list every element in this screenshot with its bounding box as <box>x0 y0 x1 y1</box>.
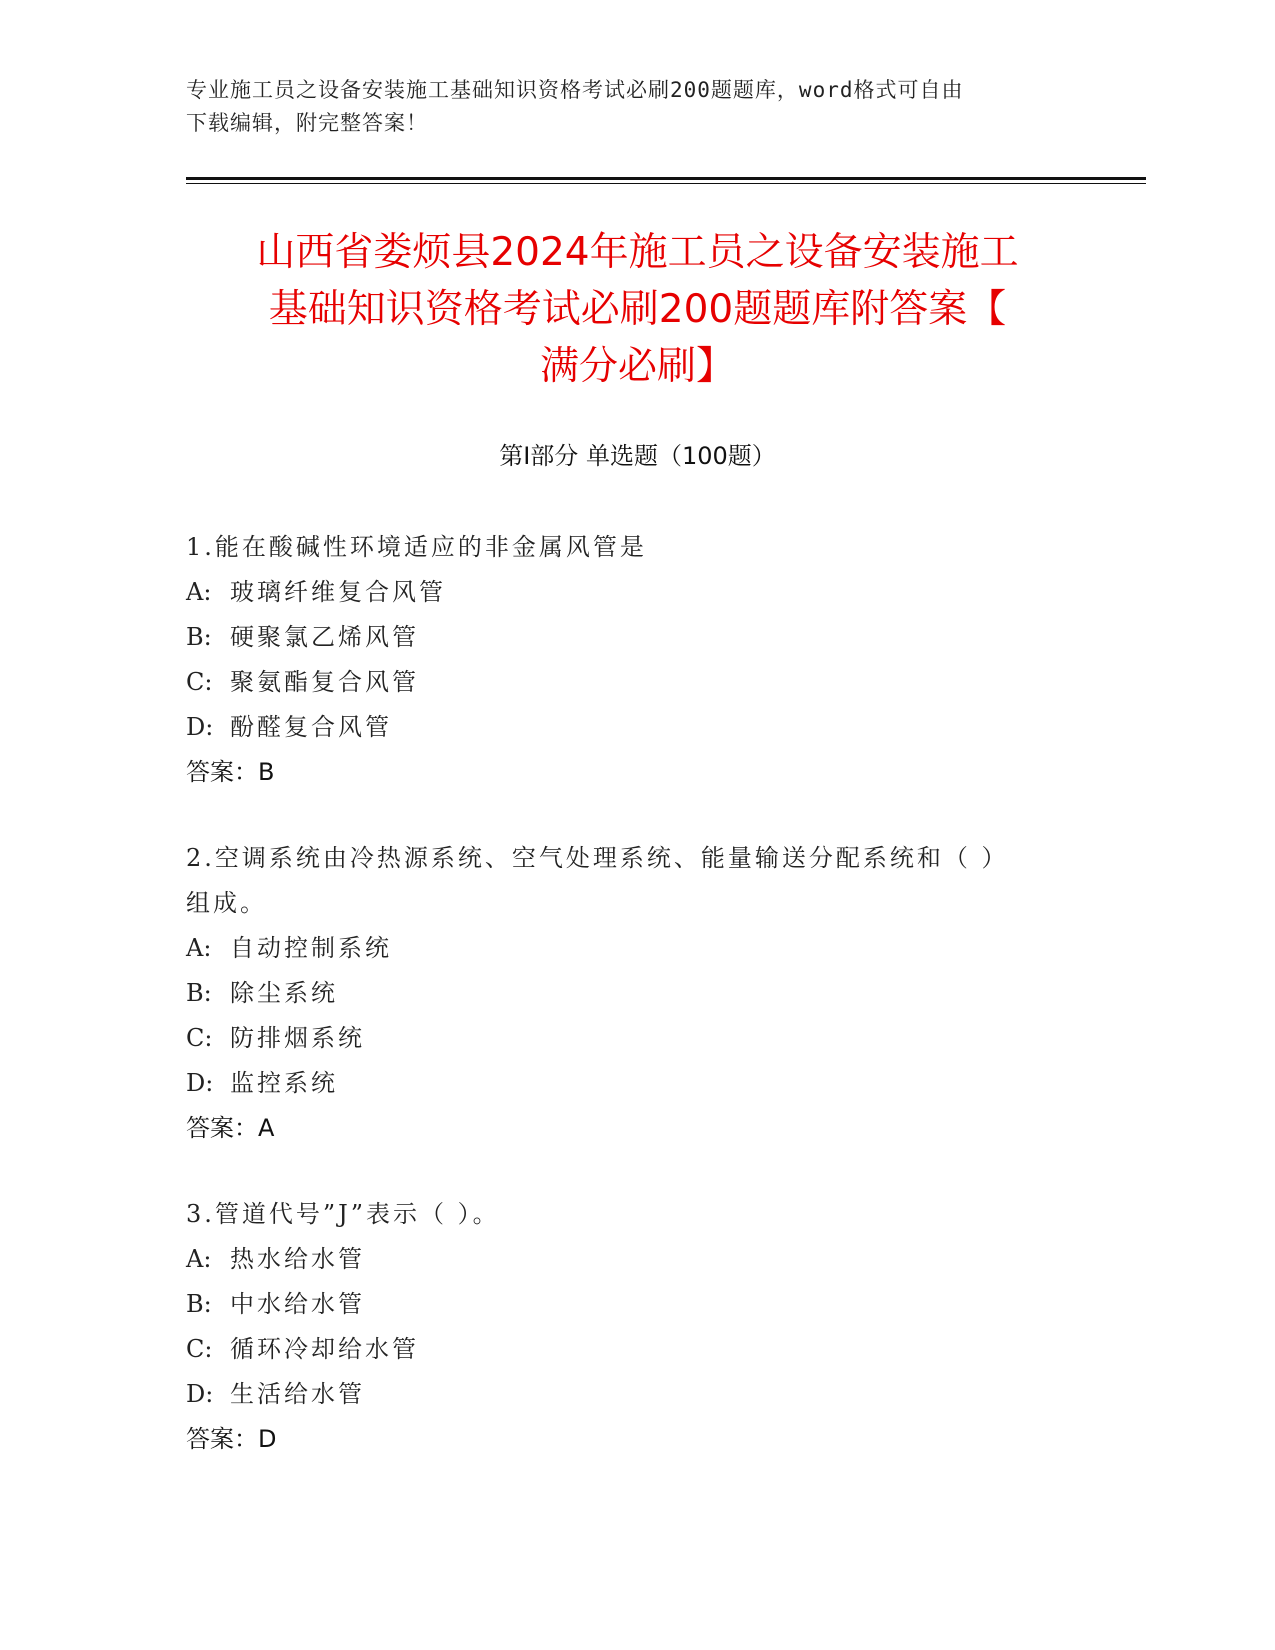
option-key: D: <box>186 713 214 741</box>
option-a <box>186 926 1106 971</box>
question-item <box>186 836 1106 1151</box>
header-divider <box>186 177 1146 180</box>
answer-line: 答案：A <box>186 1114 275 1142</box>
option-key: B: <box>186 623 212 651</box>
option-text: 除尘系统 <box>230 979 338 1007</box>
option-d <box>186 1061 1106 1106</box>
question-stem: 1.能在酸碱性环境适应的非金属风管是 <box>186 533 647 561</box>
option-a <box>186 570 1106 615</box>
option-d <box>186 1372 1106 1417</box>
option-key: A: <box>186 578 212 606</box>
option-c <box>186 1327 1106 1372</box>
option-a <box>186 1237 1106 1282</box>
option-text: 生活给水管 <box>230 1380 365 1408</box>
option-text: 监控系统 <box>230 1069 338 1097</box>
section-heading: 第Ⅰ部分 单选题（100题） <box>499 442 776 470</box>
option-key: C: <box>186 668 213 696</box>
title-line: 满分必刷】 <box>539 344 735 389</box>
option-key: B: <box>186 979 212 1007</box>
header-note <box>186 74 1086 140</box>
option-text: 玻璃纤维复合风管 <box>230 578 446 606</box>
option-key: A: <box>186 1245 212 1273</box>
option-text: 热水给水管 <box>230 1245 365 1273</box>
option-text: 酚醛复合风管 <box>230 713 392 741</box>
option-key: D: <box>186 1069 214 1097</box>
option-text: 防排烟系统 <box>230 1024 365 1052</box>
option-text: 中水给水管 <box>230 1290 365 1318</box>
option-key: C: <box>186 1335 213 1363</box>
question-item <box>186 525 1106 795</box>
option-text: 硬聚氯乙烯风管 <box>230 623 419 651</box>
option-key: B: <box>186 1290 212 1318</box>
option-b <box>186 615 1106 660</box>
answer-line: 答案：D <box>186 1425 277 1453</box>
question-item <box>186 1192 1106 1462</box>
option-key: D: <box>186 1380 214 1408</box>
option-key: A: <box>186 934 212 962</box>
question-stem-continuation: 组成。 <box>186 889 267 917</box>
title-line: 基础知识资格考试必刷200题题库附答案【 <box>268 287 1007 332</box>
option-c <box>186 660 1106 705</box>
option-key: C: <box>186 1024 213 1052</box>
question-stem: 3.管道代号”J”表示（ ）。 <box>186 1200 500 1228</box>
option-d <box>186 705 1106 750</box>
option-c <box>186 1016 1106 1061</box>
document-title <box>160 224 1115 395</box>
answer-line: 答案：B <box>186 758 275 786</box>
question-stem: 2.空调系统由冷热源系统、空气处理系统、能量输送分配系统和（ ） <box>186 844 1009 872</box>
title-line: 山西省娄烦县2024年施工员之设备安装施工 <box>256 230 1019 275</box>
option-b <box>186 1282 1106 1327</box>
option-b <box>186 971 1106 1016</box>
option-text: 聚氨酯复合风管 <box>230 668 419 696</box>
option-text: 循环冷却给水管 <box>230 1335 419 1363</box>
header-note-line: 专业施工员之设备安装施工基础知识资格考试必刷200题题库，word格式可自由 <box>186 78 964 102</box>
option-text: 自动控制系统 <box>230 934 392 962</box>
header-note-line: 下载编辑，附完整答案！ <box>186 111 428 135</box>
question-list <box>186 525 1106 1503</box>
header-divider-thin <box>186 183 1146 184</box>
